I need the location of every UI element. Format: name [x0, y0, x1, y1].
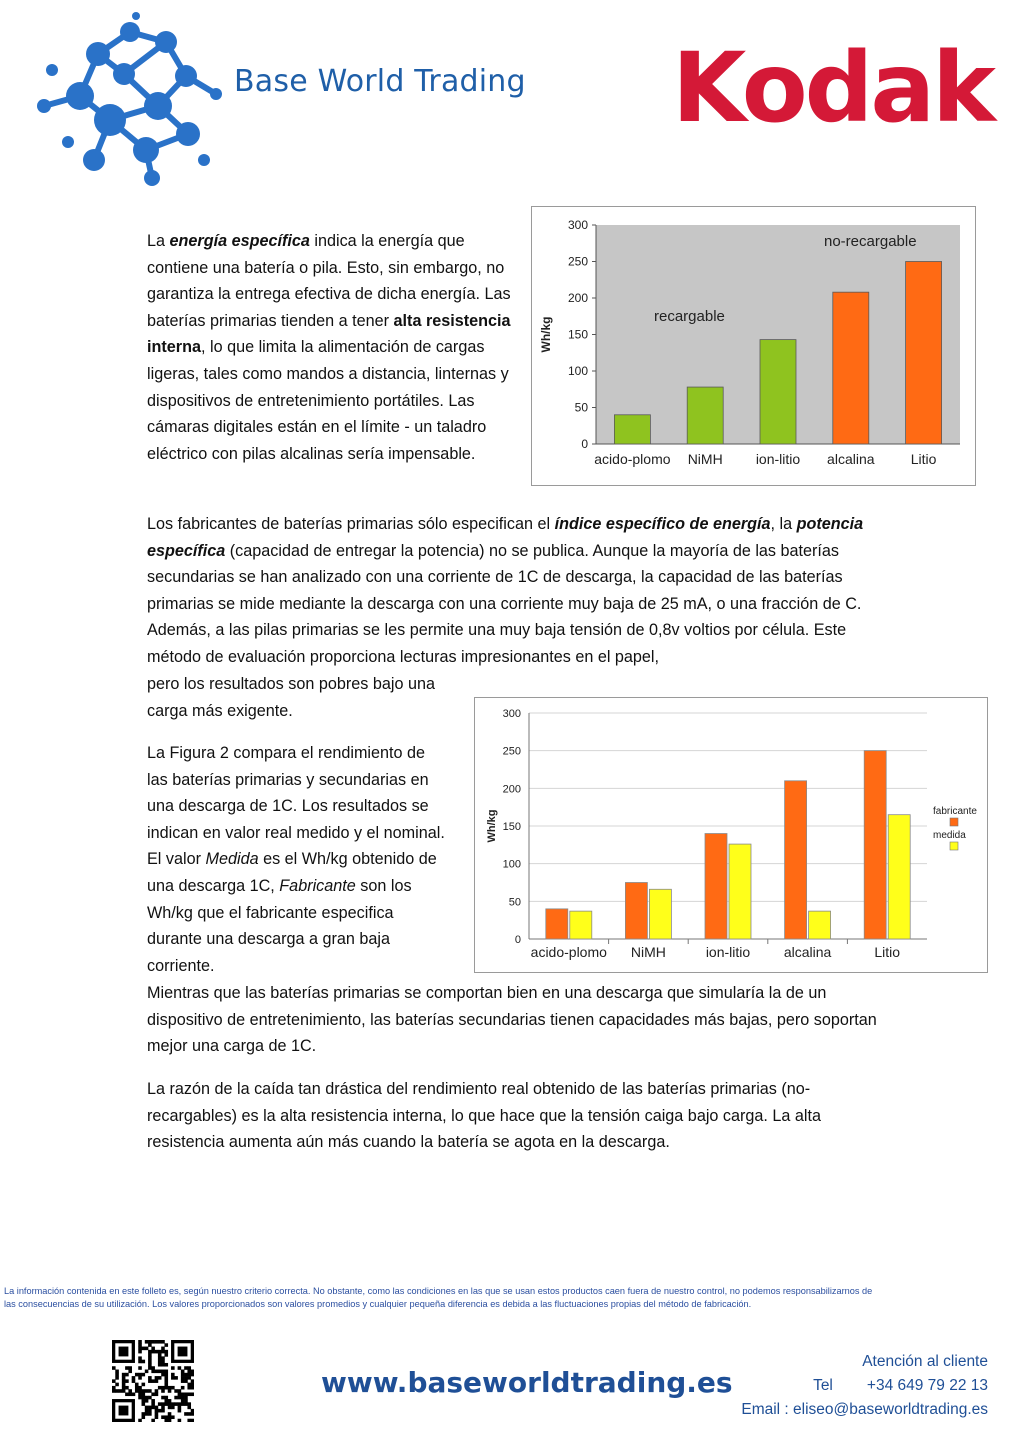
- qr-module: [151, 1366, 155, 1370]
- qr-module: [178, 1389, 182, 1393]
- qr-module: [191, 1412, 194, 1416]
- qr-module: [168, 1415, 172, 1419]
- paragraph-manufacturers: Los fabricantes de baterías primarias sólo especifican el índice específico de energía, la potencia específica (capacidad de entregar la potencia) no se publica. Aunque la mayoría de las baterías secundarias se han analizado con una corriente de 1C de descarga, la capacidad de las baterías primarias se mide mediante la descarga con una corriente muy baja de 25 mA, o una fracción de C. Además, a las pilas primarias se les permite una muy baja tensión de 0,8v voltios por célula. Este método de evaluación proporciona lecturas impresionantes en el papel,: [147, 515, 864, 666]
- qr-module: [142, 1402, 146, 1406]
- paragraph-figure-2: La Figura 2 compara el rendimiento de las baterías primarias y secundarias en una descarga de 1C. Los resultados se indican en valor real medido y el nominal. El valor Medida es el Wh/kg obtenido de una descarga 1C, Fabricante son los Wh/kg que el fabricante especifica durante una descarga a gran baja corriente.: [147, 744, 445, 975]
- disclaimer-line-1: La información contenida en este folleto es, según nuestro criterio correcta. No obstante, como las condiciones en las que se usan estos productos caen fuera de nuestro control, no podemos responsabilizarnos de: [4, 1286, 873, 1296]
- qr-module: [122, 1373, 126, 1377]
- qr-module: [155, 1415, 159, 1419]
- qr-module: [115, 1370, 119, 1374]
- qr-module: [184, 1366, 188, 1370]
- qr-module: [161, 1396, 165, 1400]
- qr-module: [164, 1383, 168, 1387]
- phone-number: +34 649 79 22 13: [866, 1377, 988, 1394]
- qr-module: [191, 1392, 194, 1396]
- x-tick-label: acido-plomo: [594, 451, 671, 467]
- qr-finder: [119, 1406, 129, 1416]
- qr-module: [142, 1396, 146, 1400]
- qr-module: [122, 1383, 126, 1387]
- qr-module: [181, 1376, 185, 1380]
- qr-module: [155, 1392, 159, 1396]
- qr-module: [161, 1415, 165, 1419]
- qr-module: [155, 1379, 159, 1383]
- qr-module: [138, 1343, 142, 1347]
- legend-swatch-medida: [950, 842, 958, 850]
- qr-module: [191, 1386, 194, 1390]
- qr-module: [181, 1373, 185, 1377]
- chart-measured-vs-manufacturer: [474, 697, 988, 973]
- qr-module: [187, 1412, 191, 1416]
- qr-module: [148, 1406, 152, 1410]
- qr-module: [191, 1370, 194, 1374]
- qr-module: [158, 1353, 162, 1357]
- qr-module: [148, 1376, 152, 1380]
- qr-module: [161, 1356, 165, 1360]
- qr-module: [158, 1363, 162, 1367]
- y-tick-label: 50: [574, 400, 588, 415]
- y-tick-label: 200: [502, 783, 521, 796]
- qr-module: [161, 1386, 165, 1390]
- x-tick-label: ion-litio: [755, 451, 801, 467]
- qr-module: [181, 1396, 185, 1400]
- qr-module: [125, 1379, 129, 1383]
- qr-module: [191, 1383, 194, 1387]
- qr-module: [187, 1366, 191, 1370]
- y-tick-label: 150: [567, 327, 588, 342]
- qr-finder: [119, 1347, 129, 1357]
- paragraph-manufacturers-end: pero los resultados son pobres bajo una carga más exigente.: [147, 675, 435, 720]
- qr-module: [151, 1340, 155, 1344]
- contact-title: Atención al cliente: [862, 1353, 988, 1370]
- qr-module: [138, 1396, 142, 1400]
- contact-email[interactable]: Email : eliseo@baseworldtrading.es: [741, 1401, 988, 1418]
- qr-module: [171, 1376, 175, 1380]
- y-tick-label: 100: [502, 858, 521, 871]
- qr-module: [132, 1376, 136, 1380]
- qr-module: [184, 1402, 188, 1406]
- qr-module: [142, 1389, 146, 1393]
- legend-label-medida: medida: [933, 830, 966, 841]
- qr-module: [138, 1366, 142, 1370]
- qr-module: [125, 1366, 129, 1370]
- qr-module: [187, 1383, 191, 1387]
- qr-module: [145, 1389, 149, 1393]
- qr-module: [155, 1340, 159, 1344]
- qr-module: [181, 1392, 185, 1396]
- qr-module: [155, 1370, 159, 1374]
- qr-module: [171, 1373, 175, 1377]
- qr-module: [164, 1379, 168, 1383]
- qr-module: [155, 1376, 159, 1380]
- qr-module: [145, 1370, 149, 1374]
- bar-acido-plomo: [614, 415, 650, 444]
- qr-module: [115, 1373, 119, 1377]
- qr-module: [138, 1356, 142, 1360]
- qr-module: [171, 1402, 175, 1406]
- qr-module: [161, 1370, 165, 1374]
- qr-module: [132, 1379, 136, 1383]
- qr-module: [184, 1396, 188, 1400]
- qr-module: [171, 1406, 175, 1410]
- qr-module: [145, 1340, 149, 1344]
- qr-module: [161, 1389, 165, 1393]
- qr-module: [138, 1347, 142, 1351]
- annotation-recargable: recargable: [654, 308, 725, 325]
- legend-swatch-fabricante: [950, 818, 958, 826]
- qr-module: [164, 1343, 168, 1347]
- bar-fabricante-NiMH: [625, 883, 647, 940]
- qr-module: [112, 1386, 116, 1390]
- company-name: Base World Trading: [234, 64, 526, 99]
- qr-module: [158, 1376, 162, 1380]
- x-tick-label: Litio: [910, 451, 937, 467]
- company-logo: [28, 10, 228, 188]
- chart-2-svg: [475, 698, 987, 972]
- x-tick-label: Litio: [874, 944, 901, 960]
- qr-module: [174, 1376, 178, 1380]
- qr-module: [158, 1356, 162, 1360]
- qr-module: [178, 1392, 182, 1396]
- qr-module: [138, 1340, 142, 1344]
- qr-module: [145, 1409, 149, 1413]
- footer-disclaimer: [4, 1285, 1020, 1311]
- qr-module: [181, 1399, 185, 1403]
- qr-module: [145, 1399, 149, 1403]
- qr-module: [164, 1396, 168, 1400]
- qr-module: [125, 1386, 129, 1390]
- qr-module: [148, 1363, 152, 1367]
- qr-module: [125, 1373, 129, 1377]
- qr-module: [184, 1412, 188, 1416]
- bar-medida-Litio: [888, 815, 910, 939]
- qr-module: [184, 1379, 188, 1383]
- bar-fabricante-alcalina: [785, 781, 807, 939]
- paragraph-primary-behaviour: Mientras que las baterías primarias se comportan bien en una descarga que simularía la de un dispositivo de entretenimiento, las baterías secundarias tienen capacidades más bajas, pero soportan mejor una carga de 1C.: [147, 984, 877, 1056]
- y-tick-label: 300: [567, 218, 588, 232]
- qr-module: [164, 1353, 168, 1357]
- qr-module: [148, 1353, 152, 1357]
- qr-module: [158, 1340, 162, 1344]
- y-tick-label: 300: [502, 708, 521, 720]
- qr-module: [174, 1396, 178, 1400]
- qr-module: [181, 1379, 185, 1383]
- qr-module: [155, 1412, 159, 1416]
- qr-module: [138, 1386, 142, 1390]
- qr-module: [155, 1350, 159, 1354]
- qr-module: [148, 1356, 152, 1360]
- qr-module: [135, 1389, 139, 1393]
- paragraph-internal-resistance: La razón de la caída tan drástica del rendimiento real obtenido de las baterías primarias (no-recargables) es la alta resistencia interna, lo que hace que la tensión caiga bajo carga. La alta resistencia aumenta aún más cuando la batería se agota en la descarga.: [147, 1080, 822, 1152]
- qr-code[interactable]: [112, 1340, 194, 1422]
- qr-module: [155, 1389, 159, 1393]
- qr-module: [161, 1406, 165, 1410]
- qr-module: [161, 1350, 165, 1354]
- legend-label-fabricante: fabricante: [933, 806, 977, 817]
- qr-module: [128, 1392, 132, 1396]
- y-tick-label: 0: [581, 437, 588, 451]
- qr-module: [161, 1363, 165, 1367]
- qr-module: [142, 1399, 146, 1403]
- qr-module: [148, 1360, 152, 1364]
- qr-module: [151, 1399, 155, 1403]
- qr-module: [112, 1366, 116, 1370]
- qr-module: [148, 1409, 152, 1413]
- qr-module: [168, 1386, 172, 1390]
- qr-module: [151, 1402, 155, 1406]
- qr-module: [148, 1366, 152, 1370]
- qr-module: [161, 1360, 165, 1364]
- qr-module: [164, 1415, 168, 1419]
- website-link[interactable]: www.baseworldtrading.es: [321, 1366, 733, 1399]
- qr-module: [148, 1412, 152, 1416]
- chart-energy-recargable: [531, 206, 976, 486]
- qr-module: [148, 1379, 152, 1383]
- qr-module: [132, 1392, 136, 1396]
- qr-module: [158, 1370, 162, 1374]
- qr-module: [148, 1389, 152, 1393]
- qr-module: [158, 1386, 162, 1390]
- qr-module: [155, 1406, 159, 1410]
- bar-medida-alcalina: [809, 911, 831, 939]
- qr-module: [164, 1386, 168, 1390]
- qr-module: [164, 1376, 168, 1380]
- qr-module: [142, 1347, 146, 1351]
- qr-module: [138, 1419, 142, 1422]
- x-tick-label: NiMH: [630, 944, 666, 960]
- qr-module: [145, 1412, 149, 1416]
- bar-fabricante-Litio: [864, 751, 886, 939]
- qr-module: [161, 1347, 165, 1351]
- qr-module: [171, 1366, 175, 1370]
- qr-module: [151, 1370, 155, 1374]
- qr-module: [142, 1383, 146, 1387]
- qr-module: [151, 1347, 155, 1351]
- qr-module: [122, 1389, 126, 1393]
- qr-module: [112, 1389, 116, 1393]
- qr-module: [122, 1386, 126, 1390]
- qr-module: [155, 1409, 159, 1413]
- bar-medida-ion-litio: [729, 844, 751, 939]
- qr-module: [151, 1406, 155, 1410]
- qr-module: [164, 1373, 168, 1377]
- qr-module: [178, 1406, 182, 1410]
- qr-module: [119, 1389, 123, 1393]
- qr-module: [115, 1389, 119, 1393]
- qr-module: [187, 1386, 191, 1390]
- y-tick-label: 50: [508, 896, 521, 909]
- qr-code-icon: [112, 1340, 194, 1422]
- qr-module: [181, 1386, 185, 1390]
- qr-module: [138, 1373, 142, 1377]
- y-tick-label: 0: [514, 934, 521, 946]
- bar-fabricante-acido-plomo: [546, 909, 568, 939]
- qr-module: [122, 1376, 126, 1380]
- bar-medida-acido-plomo: [570, 911, 592, 939]
- qr-module: [122, 1379, 126, 1383]
- molecule-logo-icon: [28, 10, 228, 188]
- qr-module: [191, 1379, 194, 1383]
- qr-module: [142, 1360, 146, 1364]
- qr-module: [151, 1350, 155, 1354]
- qr-module: [164, 1402, 168, 1406]
- qr-module: [181, 1370, 185, 1374]
- qr-module: [184, 1373, 188, 1377]
- qr-module: [142, 1392, 146, 1396]
- qr-module: [128, 1370, 132, 1374]
- bar-ion-litio: [760, 340, 796, 444]
- qr-module: [168, 1402, 172, 1406]
- y-tick-label: 150: [502, 821, 521, 833]
- y-tick-label: 200: [567, 291, 588, 305]
- qr-module: [178, 1402, 182, 1406]
- qr-module: [142, 1415, 146, 1419]
- qr-module: [168, 1406, 172, 1410]
- qr-module: [128, 1389, 132, 1393]
- qr-module: [148, 1396, 152, 1400]
- qr-module: [158, 1350, 162, 1354]
- bar-Litio: [906, 262, 942, 445]
- qr-module: [145, 1396, 149, 1400]
- qr-module: [151, 1392, 155, 1396]
- qr-module: [148, 1343, 152, 1347]
- qr-module: [164, 1399, 168, 1403]
- qr-module: [142, 1412, 146, 1416]
- qr-module: [187, 1370, 191, 1374]
- qr-module: [138, 1376, 142, 1380]
- qr-module: [135, 1383, 139, 1387]
- qr-module: [161, 1409, 165, 1413]
- qr-module: [158, 1360, 162, 1364]
- bar-NiMH: [687, 387, 723, 444]
- x-tick-label: alcalina: [783, 944, 832, 960]
- qr-module: [112, 1379, 116, 1383]
- qr-module: [187, 1402, 191, 1406]
- y-axis-label: Wh/kg: [539, 316, 553, 353]
- qr-module: [115, 1376, 119, 1380]
- qr-module: [168, 1399, 172, 1403]
- qr-module: [138, 1350, 142, 1354]
- qr-module: [125, 1392, 129, 1396]
- qr-module: [148, 1340, 152, 1344]
- qr-module: [164, 1419, 168, 1422]
- qr-module: [164, 1363, 168, 1367]
- qr-module: [191, 1419, 194, 1422]
- bar-fabricante-ion-litio: [705, 834, 727, 939]
- qr-module: [161, 1402, 165, 1406]
- qr-module: [174, 1402, 178, 1406]
- qr-module: [142, 1373, 146, 1377]
- qr-module: [151, 1379, 155, 1383]
- phone-label: Tel: [813, 1377, 833, 1394]
- qr-module: [135, 1373, 139, 1377]
- qr-module: [115, 1383, 119, 1387]
- annotation-no-recargable: no-recargable: [824, 233, 917, 250]
- qr-module: [178, 1396, 182, 1400]
- qr-module: [164, 1370, 168, 1374]
- qr-module: [178, 1409, 182, 1413]
- qr-module: [174, 1389, 178, 1393]
- qr-module: [164, 1350, 168, 1354]
- x-tick-label: NiMH: [687, 451, 723, 467]
- qr-module: [191, 1373, 194, 1377]
- x-tick-label: acido-plomo: [530, 944, 607, 960]
- qr-module: [161, 1373, 165, 1377]
- y-axis-label: Wh/kg: [486, 809, 498, 843]
- contact-block: [741, 1350, 988, 1422]
- qr-module: [135, 1386, 139, 1390]
- qr-finder: [178, 1347, 188, 1357]
- qr-module: [145, 1347, 149, 1351]
- qr-module: [171, 1386, 175, 1390]
- contact-phone[interactable]: [741, 1374, 988, 1398]
- y-tick-label: 250: [502, 745, 521, 758]
- paragraph-specific-energy: La energía específica indica la energía que contiene una batería o pila. Esto, sin embargo, no garantiza la entrega efectiva de dicha energía. Las baterías primarias tienden a tener alta resistencia interna, lo que limita la alimentación de cargas ligeras, tales como mandos a distancia, linternas y dispositivos de entretenimiento portátiles. Las cámaras digitales están en el límite - un taladro eléctrico con pilas alcalinas sería impensable.: [147, 232, 511, 463]
- bar-alcalina: [833, 292, 869, 444]
- qr-module: [181, 1402, 185, 1406]
- qr-module: [191, 1409, 194, 1413]
- qr-module: [187, 1376, 191, 1380]
- qr-module: [158, 1409, 162, 1413]
- qr-module: [138, 1389, 142, 1393]
- chart-1-svg: [532, 207, 975, 485]
- qr-module: [128, 1366, 132, 1370]
- qr-module: [168, 1412, 172, 1416]
- qr-module: [148, 1350, 152, 1354]
- x-tick-label: ion-litio: [705, 944, 751, 960]
- qr-module: [168, 1389, 172, 1393]
- qr-module: [187, 1406, 191, 1410]
- qr-module: [151, 1419, 155, 1422]
- qr-module: [145, 1406, 149, 1410]
- qr-module: [158, 1402, 162, 1406]
- y-tick-label: 100: [567, 364, 588, 378]
- qr-module: [187, 1373, 191, 1377]
- qr-module: [184, 1376, 188, 1380]
- qr-module: [178, 1366, 182, 1370]
- qr-module: [138, 1360, 142, 1364]
- qr-module: [187, 1419, 191, 1422]
- qr-module: [168, 1419, 172, 1422]
- qr-module: [161, 1340, 165, 1344]
- qr-module: [187, 1392, 191, 1396]
- y-tick-label: 250: [567, 254, 588, 269]
- qr-module: [178, 1419, 182, 1422]
- x-tick-label: alcalina: [827, 451, 875, 467]
- qr-module: [138, 1392, 142, 1396]
- qr-module: [184, 1399, 188, 1403]
- qr-module: [171, 1415, 175, 1419]
- bar-medida-NiMH: [649, 889, 671, 939]
- qr-module: [184, 1392, 188, 1396]
- kodak-logo: Kodak: [672, 32, 993, 144]
- disclaimer-line-2: las consecuencias de su utilización. Los valores proporcionados son valores promedios y cualquier pequeña diferencia es debida a las fluctuaciones propias del método de fabricación.: [4, 1299, 752, 1309]
